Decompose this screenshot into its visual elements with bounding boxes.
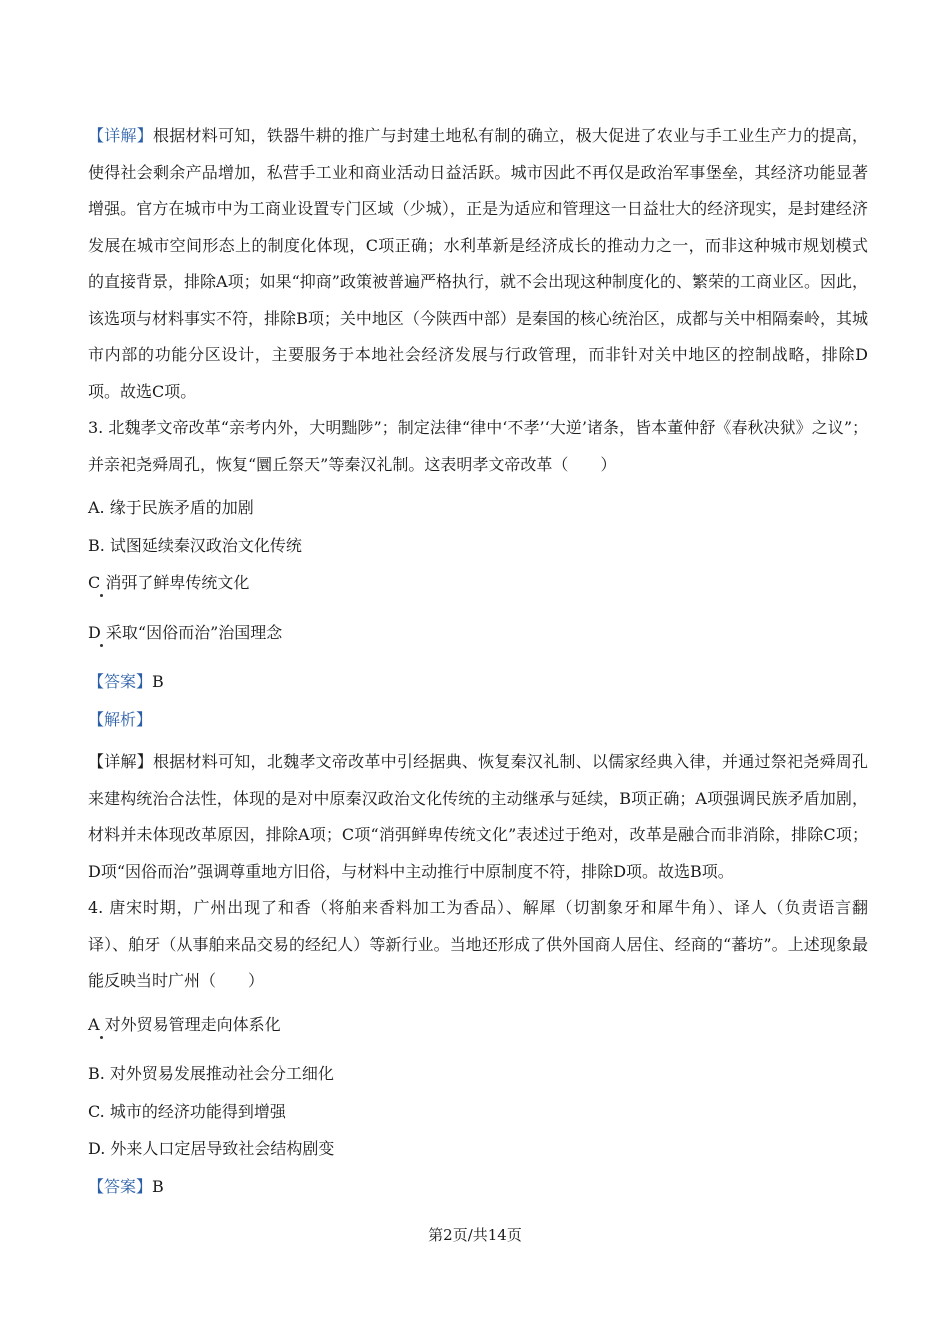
emphasis-dot xyxy=(100,594,103,597)
emphasis-dot xyxy=(100,1036,103,1039)
answer-label: 【答案】 xyxy=(88,1176,153,1196)
detail-paragraph-1 xyxy=(88,118,868,410)
q4-option-d xyxy=(88,1130,868,1168)
q4-option-a xyxy=(88,1006,868,1044)
q3-answer xyxy=(88,663,868,701)
answer-label: 【答案】 xyxy=(88,672,153,691)
option-text: C 消弭了鲜卑传统文化 xyxy=(88,573,250,592)
option-text: A 对外贸易管理走向体系化 xyxy=(88,1014,281,1034)
q4-answer xyxy=(88,1168,868,1206)
q4-option-b xyxy=(88,1055,868,1093)
option-text: C. 城市的经济功能得到增强 xyxy=(88,1101,286,1121)
detail-label: 【详解】 xyxy=(88,752,154,771)
answer-value: B xyxy=(152,1176,164,1196)
emphasis-dot xyxy=(100,644,103,647)
page-content xyxy=(88,118,868,1205)
question-4-stem: 4. 唐宋时期，广州出现了和香（将舶来香料加工为香品）、解犀（切割象牙和犀牛角）、译人（负责语言翻译）、舶牙（从事舶来品交易的经纪人）等新行业。当地还形成了供外国商人居住、经商的“蕃坊”。上述现象最能反映当时广州（ ） xyxy=(88,898,868,990)
option-text: D 采取“因俗而治”治国理念 xyxy=(88,622,283,642)
q3-option-d xyxy=(88,614,868,652)
option-text: B. 对外贸易发展推动社会分工细化 xyxy=(88,1064,334,1083)
option-text: A. 缘于民族矛盾的加剧 xyxy=(88,498,254,517)
q3-analysis-label: 【解析】 xyxy=(88,709,153,729)
q3-option-c xyxy=(88,564,868,602)
q3-detail xyxy=(88,744,868,890)
answer-value: B xyxy=(152,672,164,691)
q4-option-c xyxy=(88,1093,868,1131)
q3-option-a xyxy=(88,489,868,527)
detail-text: 根据材料可知，北魏孝文帝改革中引经据典、恢复秦汉礼制、以儒家经典入律，并通过祭祀尧舜周孔来建构统治合法性，体现的是对中原秦汉政治文化传统的主动继承与延续，B项正确；A项强调民族矛盾加剧，材料并未体现改革原因，排除A项；C项“消弭鲜卑传统文化”表述过于绝对，改革是融合而非消除，排除C项；D项“因俗而治”强调尊重地方旧俗，与材料中主动推行中原制度不符，排除D项。故选B项。 xyxy=(88,752,868,881)
detail-text: 根据材料可知，铁器牛耕的推广与封建土地私有制的确立，极大促进了农业与手工业生产力的提高，使得社会剩余产品增加，私营手工业和商业活动日益活跃。城市因此不再仅是政治军事堡垒，其经济功能显著增强。官方在城市中为工商业设置专门区域（少城），正是为适应和管理这一日益壮大的经济现实，是封建经济发展在城市空间形态上的制度化体现，C项正确；水利革新是经济成长的推动力之一，而非这种城市规划模式的直接背景，排除A项；如果“抑商”政策被普遍严格执行，就不会出现这种制度化的、繁荣的工商业区。因此，该选项与材料事实不符，排除B项；关中地区（今陕西中部）是秦国的核心统治区，成都与关中相隔秦岭，其城市内部的功能分区设计，主要服务于本地社会经济发展与行政管理，而非针对关中地区的控制战略，排除D项。故选C项。 xyxy=(88,126,868,401)
option-text: D. 外来人口定居导致社会结构剧变 xyxy=(88,1139,335,1158)
question-3-stem: 3. 北魏孝文帝改革“亲考内外，大明黜陟”；制定法律“律中‘不孝’‘大逆’诸条，皆本董仲舒《春秋决狱》之议”；并亲祀尧舜周孔，恢复“圜丘祭天”等秦汉礼制。这表明孝文帝改革（ ） xyxy=(88,418,868,474)
detail-label: 【详解】 xyxy=(88,126,154,145)
q3-option-b xyxy=(88,527,868,565)
option-text: B. 试图延续秦汉政治文化传统 xyxy=(88,535,302,555)
page-number: 第2页/共14页 xyxy=(428,1226,522,1244)
